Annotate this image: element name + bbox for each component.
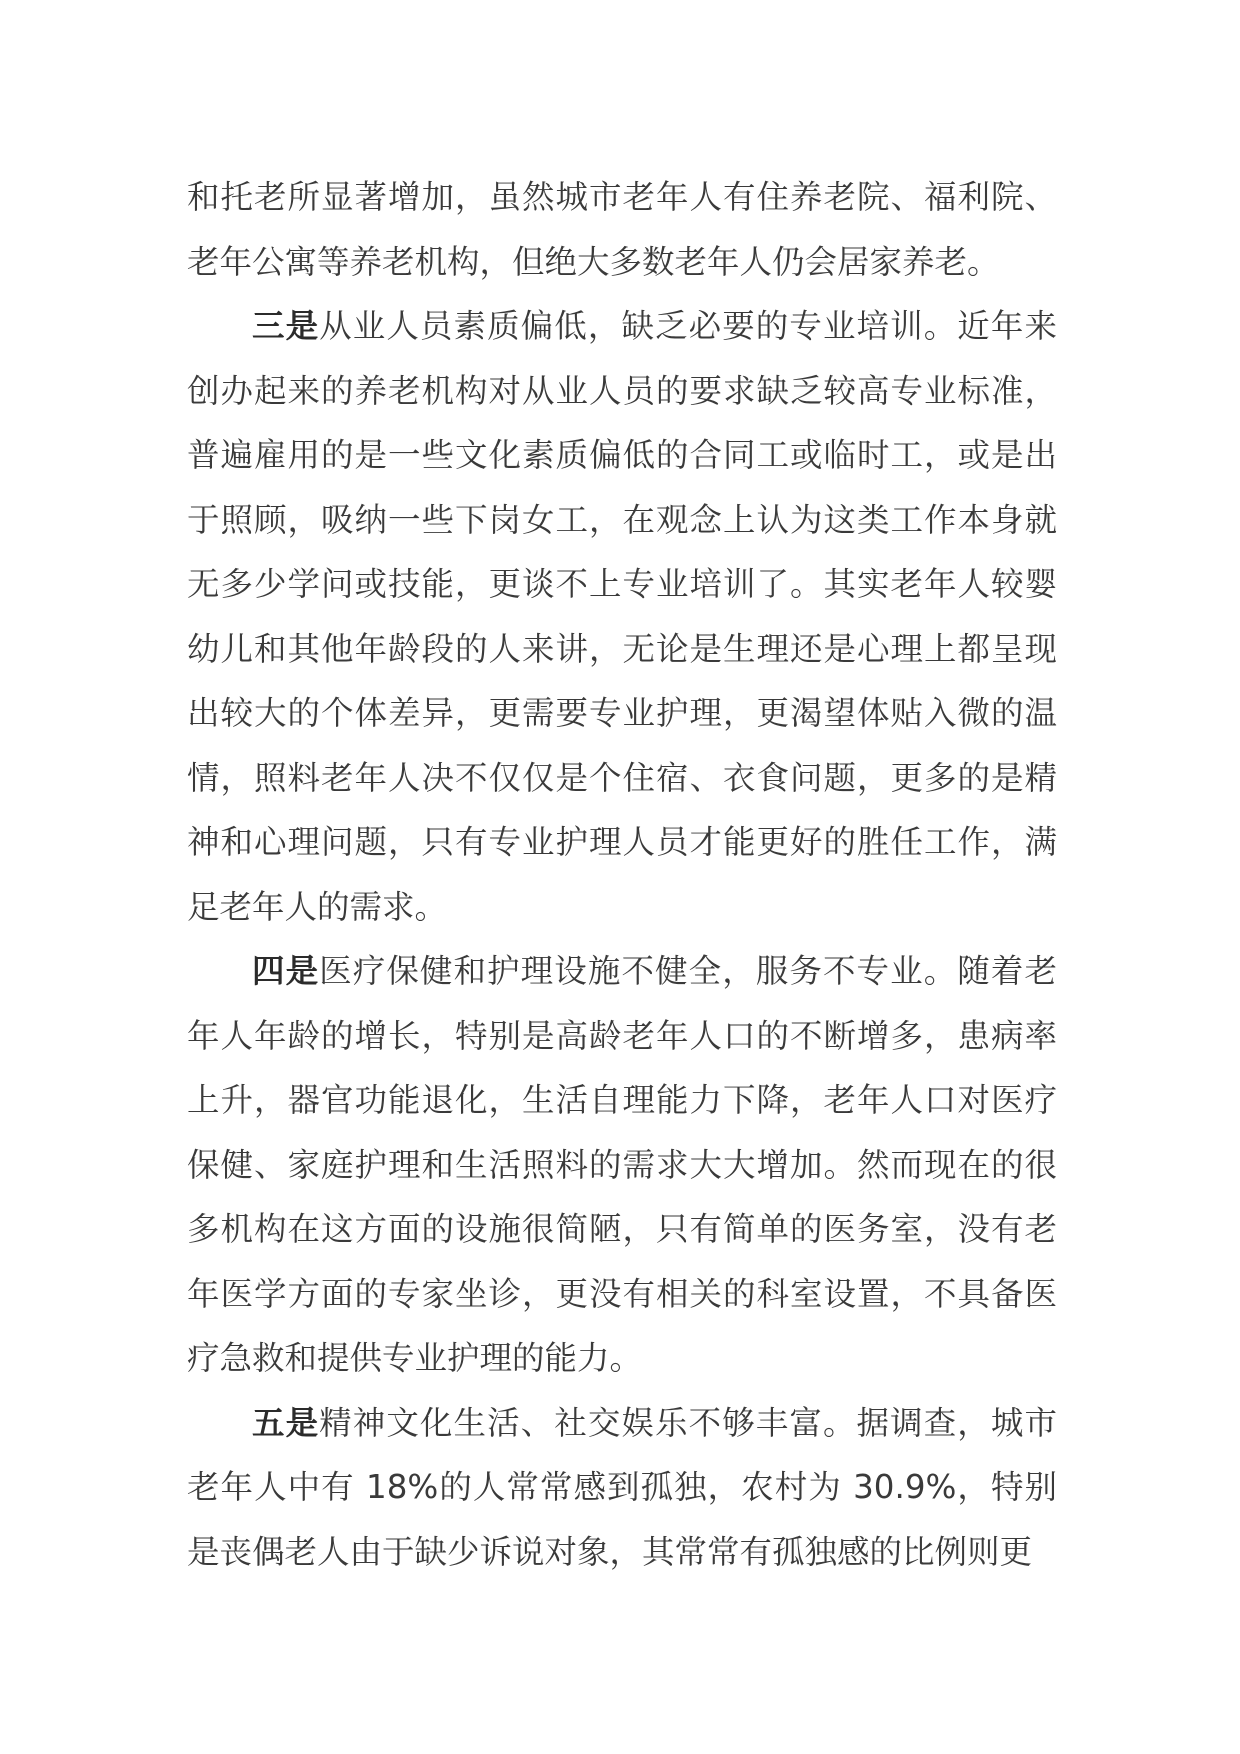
paragraph-text: 医疗保健和护理设施不健全，服务不专业。随着老年人年龄的增长，特别是高龄老年人口的不断增多，患病率上升，器官功能退化，生活自理能力下降，老年人口对医疗保健、家庭护理和生活照料的需求大大增加。然而现在的很多机构在这方面的设施很简陋，只有简单的医务室，没有老年医学方面的专家坐诊，更没有相关的科室设置，不具备医疗急救和提供专业护理的能力。 [187,952,1057,1377]
paragraph-text: 从业人员素质偏低，缺乏必要的专业培训。近年来创办起来的养老机构对从业人员的要求缺乏较高专业标准，普遍雇用的是一些文化素质偏低的合同工或临时工，或是出于照顾，吸纳一些下岗女工，在观念上认为这类工作本身就无多少学问或技能，更谈不上专业培训了。其实老年人较婴幼儿和其他年龄段的人来讲，无论是生理还是心理上都呈现出较大的个体差异，更需要专业护理，更渴望体贴入微的温情，照料老年人决不仅仅是个住宿、衣食问题，更多的是精神和心理问题，只有专业护理人员才能更好的胜任工作，满足老年人的需求。 [187,307,1057,926]
paragraph-text: 和托老所显著增加，虽然城市老年人有住养老院、福利院、老年公寓等养老机构，但绝大多数老年人仍会居家养老。 [187,178,1057,281]
paragraph-point-three [187,294,1057,939]
paragraph-continuation [187,165,1057,294]
paragraph-lead: 四是 [252,952,320,990]
paragraph-point-five [187,1391,1057,1585]
paragraph-point-four [187,939,1057,1391]
paragraph-lead: 三是 [252,307,320,345]
document-body [187,165,1057,1584]
paragraph-lead: 五是 [252,1403,320,1442]
paragraph-text: 精神文化生活、社交娱乐不够丰富。据调查，城市老年人中有 18%的人常常感到孤独，农村为 30.9%，特别是丧偶老人由于缺少诉说对象，其常常有孤独感的比例则更 [187,1403,1057,1571]
